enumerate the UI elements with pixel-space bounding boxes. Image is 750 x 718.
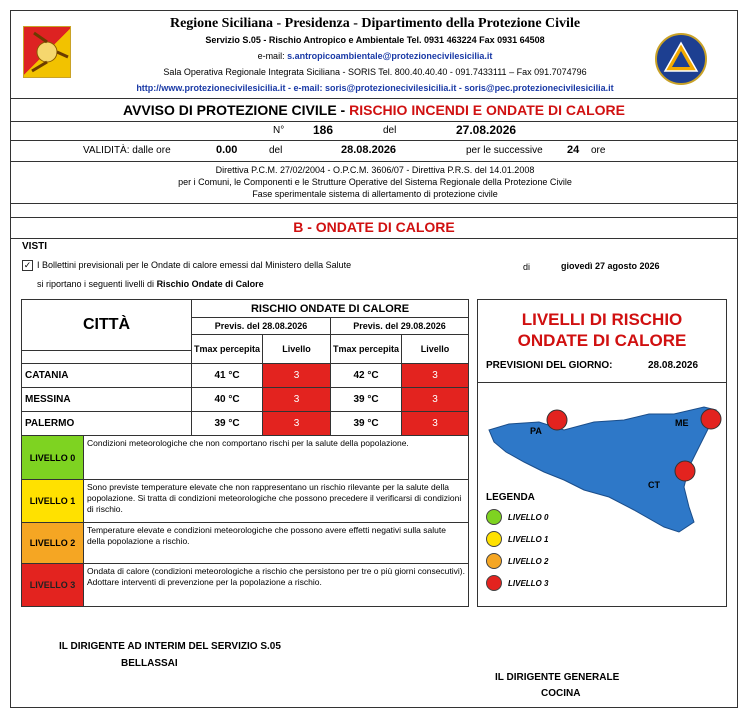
- risk-table: [21, 299, 469, 436]
- legend-box: [486, 492, 586, 604]
- catania-l1: 3: [262, 363, 331, 388]
- numero-del-label: del: [383, 125, 397, 136]
- tmax1-header: Tmax percepita: [191, 334, 263, 364]
- levels-table: [21, 435, 469, 607]
- legend-dot-2: [486, 553, 502, 569]
- legend-title: LEGENDA: [486, 492, 535, 503]
- validita-hours: 24: [567, 144, 580, 156]
- messina-t2: 39 °C: [330, 387, 402, 412]
- divider: [11, 238, 737, 239]
- validita-ore: 0.00: [216, 144, 238, 156]
- header-email-line: [11, 51, 739, 61]
- level2-text: Temperature elevate e condizioni meteorologiche che possono avere effetti negativi sulla salute della popolazione a rischio.: [83, 522, 469, 564]
- validita-ore-label: ore: [591, 145, 606, 156]
- numero-value: 186: [313, 123, 334, 137]
- legend-item-0: LIVELLO 0: [486, 509, 586, 525]
- header-web-line[interactable]: http://www.protezionecivilesicilia.it - e-mail: soris@protezionecivilesicilia.it - soris@pec.protezionecivilesicilia.it: [136, 83, 614, 93]
- prev-label: PREVISIONI DEL GIORNO:: [486, 360, 613, 371]
- messina-l1: 3: [262, 387, 331, 412]
- divider: [11, 203, 737, 204]
- legend-dot-1: [486, 531, 502, 547]
- palermo-t2: 39 °C: [330, 411, 402, 436]
- validita-del-label: del: [269, 145, 283, 156]
- validita-date: 28.08.2026: [341, 144, 397, 156]
- legend-item-3: LIVELLO 3: [486, 575, 586, 591]
- visti-checkbox[interactable]: ✓: [23, 260, 32, 270]
- right-title-1: LIVELLI DI RISCHIO: [521, 310, 683, 329]
- document-frame: [10, 10, 738, 708]
- livello1-header: Livello: [262, 334, 331, 364]
- level0-text: Condizioni meteorologiche che non comportano rischi per la salute della popolazione.: [83, 435, 469, 480]
- label-ct: CT: [648, 480, 660, 490]
- divider: [11, 217, 737, 218]
- legend-dot-0: [486, 509, 502, 525]
- left-signature-title: IL DIRIGENTE AD INTERIM DEL SERVIZIO S.05: [59, 641, 281, 652]
- header-soris: Sala Operativa Regionale Integrata Siciliana - SORIS Tel. 800.40.40.40 - 091.7433111 – Fax 091.7074796: [163, 67, 587, 77]
- email-label: e-mail:: [257, 51, 285, 61]
- visti-label: VISTI: [22, 241, 48, 252]
- citta-header: CITTÀ: [21, 299, 192, 351]
- city-palermo: PALERMO: [21, 411, 192, 436]
- palermo-t1: 39 °C: [191, 411, 263, 436]
- messina-t1: 40 °C: [191, 387, 263, 412]
- prev1-header: Previs. del 28.08.2026: [191, 317, 331, 335]
- right-signature-title: IL DIRIGENTE GENERALE: [495, 672, 620, 683]
- prev2-header: Previs. del 29.08.2026: [330, 317, 469, 335]
- marker-palermo: [547, 410, 567, 430]
- visti-date: giovedì 27 agosto 2026: [561, 261, 660, 271]
- divider: [11, 161, 737, 162]
- level1-text: Sono previste temperature elevate che non rappresentano un rischio rilevante per la salute della popolazione. Si tratta di condizioni meteorologiche che possono precedere il verificarsi di condizioni di rischio.: [83, 479, 469, 523]
- marker-catania: [675, 461, 695, 481]
- numero-date: 27.08.2026: [456, 123, 517, 137]
- label-pa: PA: [530, 426, 542, 436]
- divider: [11, 140, 737, 141]
- section-b-title: B - ONDATE DI CALORE: [293, 219, 455, 235]
- citta-spacer: [21, 350, 192, 364]
- visti-di: di: [523, 262, 531, 272]
- direttiva-line1: Direttiva P.C.M. 27/02/2004 - O.P.C.M. 3606/07 - Direttiva P.R.S. del 14.01.2008: [215, 165, 535, 175]
- right-panel: [477, 299, 727, 607]
- city-catania: CATANIA: [21, 363, 192, 388]
- prev-date: 28.08.2026: [648, 360, 699, 371]
- right-title-2: ONDATE DI CALORE: [517, 331, 687, 350]
- header-title: Regione Siciliana - Presidenza - Dipartimento della Protezione Civile: [169, 16, 581, 31]
- divider: [478, 382, 726, 383]
- right-signature-name: COCINA: [541, 688, 581, 699]
- level1-label: LIVELLO 1: [21, 479, 84, 523]
- validita-label: VALIDITÀ: dalle ore: [83, 145, 171, 156]
- legend-item-1: LIVELLO 1: [486, 531, 586, 547]
- numero-label: N°: [273, 125, 285, 136]
- tmax2-header: Tmax percepita: [330, 334, 402, 364]
- marker-messina: [701, 409, 721, 429]
- level3-label: LIVELLO 3: [21, 563, 84, 607]
- palermo-l2: 3: [401, 411, 469, 436]
- catania-t2: 42 °C: [330, 363, 402, 388]
- header-servizio: Servizio S.05 - Rischio Antropico e Ambientale Tel. 0931 463224 Fax 0931 64508: [205, 35, 545, 45]
- riportano-line: si riportano i seguenti livelli di Rischio Ondate di Calore: [37, 279, 264, 289]
- catania-t1: 41 °C: [191, 363, 263, 388]
- livello2-header: Livello: [401, 334, 469, 364]
- divider: [11, 121, 737, 122]
- messina-l2: 3: [401, 387, 469, 412]
- email-link[interactable]: s.antropicoambientale@protezionecivilesicilia.it: [287, 51, 493, 61]
- visti-text: I Bollettini previsionali per le Ondate di calore emessi dal Ministero della Salute: [37, 260, 352, 270]
- level0-label: LIVELLO 0: [21, 435, 84, 480]
- avviso-title: AVVISO DI PROTEZIONE CIVILE - RISCHIO INCENDI E ONDATE DI CALORE: [123, 102, 625, 118]
- legend-dot-3: [486, 575, 502, 591]
- validita-succ-label: per le successive: [466, 145, 543, 156]
- table-title: RISCHIO ONDATE DI CALORE: [191, 299, 469, 318]
- city-messina: MESSINA: [21, 387, 192, 412]
- direttiva-line3: Fase sperimentale sistema di allertamento di protezione civile: [252, 189, 498, 199]
- direttiva-line2: per i Comuni, le Componenti e le Strutture Operative del Sistema Regionale della Protezione Civile: [178, 177, 572, 187]
- level3-text: Ondata di calore (condizioni meteorologiche a rischio che persistono per tre o più giorni consecutivi). Adottare interventi di prevenzione per la popolazione a rischio.: [83, 563, 469, 607]
- label-me: ME: [675, 418, 689, 428]
- legend-item-2: LIVELLO 2: [486, 553, 586, 569]
- level2-label: LIVELLO 2: [21, 522, 84, 564]
- left-signature-name: BELLASSAI: [121, 658, 178, 669]
- catania-l2: 3: [401, 363, 469, 388]
- protezione-civile-logo: [655, 33, 707, 85]
- palermo-l1: 3: [262, 411, 331, 436]
